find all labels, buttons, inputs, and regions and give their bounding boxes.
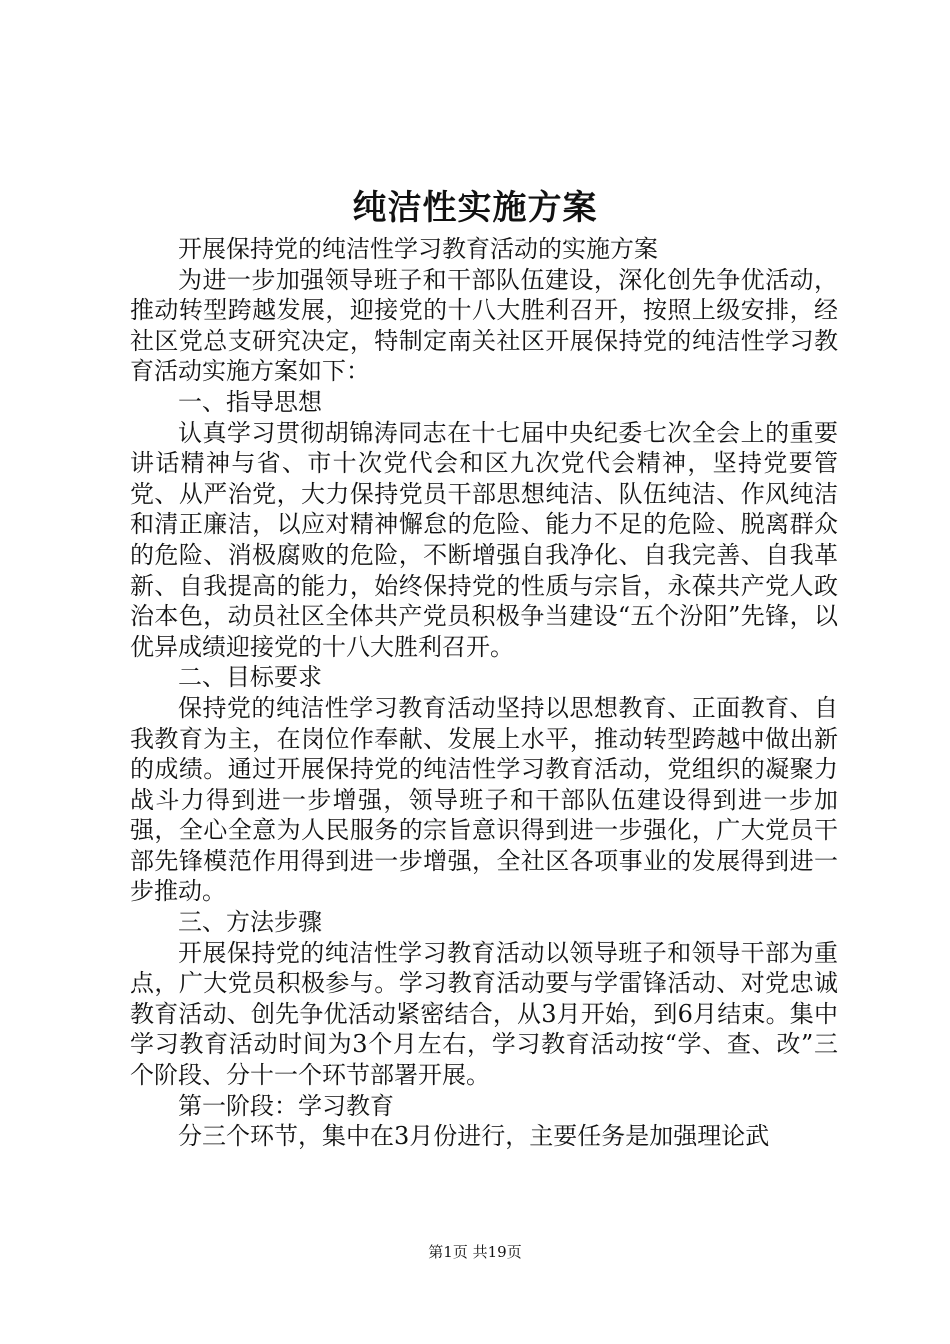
page-number-footer: 第1页 共19页 <box>428 1243 522 1261</box>
paragraph-subtitle: 开展保持党的纯洁性学习教育活动的实施方案 <box>178 235 658 263</box>
section-heading-goals: 二、目标要求 <box>178 663 322 692</box>
section-heading-guiding-ideology: 一、指导思想 <box>178 387 322 416</box>
paragraph-intro: 为进一步加强领导班子和干部队伍建设，深化创先争优活动，推动转型跨越发展，迎接党的十八大胜利召开，按照上级安排，经社区党总支研究决定，特制定南关社区开展保持党的纯洁性学习教育活动实施方案如下： <box>130 265 838 386</box>
document-body <box>130 234 838 1152</box>
stage-heading-first: 第一阶段：学习教育 <box>178 1091 394 1120</box>
document-title: 纯洁性实施方案 <box>352 188 598 228</box>
paragraph-first-stage: 分三个环节，集中在3月份进行，主要任务是加强理论武 <box>178 1122 770 1151</box>
paragraph-steps: 开展保持党的纯洁性学习教育活动以领导班子和领导干部为重点，广大党员积极参与。学习教育活动要与学雷锋活动、对党忠诚教育活动、创先争优活动紧密结合，从3月开始，到6月结束。集中学习教育活动时间为3个月左右，学习教育活动按“学、查、改”三个阶段、分十一个环节部署开展。 <box>130 938 838 1090</box>
section-heading-steps: 三、方法步骤 <box>178 908 322 937</box>
paragraph-guiding-ideology: 认真学习贯彻胡锦涛同志在十七届中央纪委七次全会上的重要讲话精神与省、市十次党代会和区九次党代会精神，坚持党要管党、从严治党，大力保持党员干部思想纯洁、队伍纯洁、作风纯洁和清正廉洁，以应对精神懈怠的危险、能力不足的危险、脱离群众的危险、消极腐败的危险，不断增强自我净化、自我完善、自我革新、自我提高的能力，始终保持党的性质与宗旨，永葆共产党人政治本色，动员社区全体共产党员积极争当建设“五个汾阳”先锋，以优异成绩迎接党的十八大胜利召开。 <box>130 418 838 661</box>
paragraph-goals: 保持党的纯洁性学习教育活动坚持以思想教育、正面教育、自我教育为主，在岗位作奉献、发展上水平，推动转型跨越中做出新的成绩。通过开展保持党的纯洁性学习教育活动，党组织的凝聚力战斗力得到进一步增强，领导班子和干部队伍建设得到进一步加强，全心全意为人民服务的宗旨意识得到进一步强化，广大党员干部先锋模范作用得到进一步增强，全社区各项事业的发展得到进一步推动。 <box>130 693 838 906</box>
